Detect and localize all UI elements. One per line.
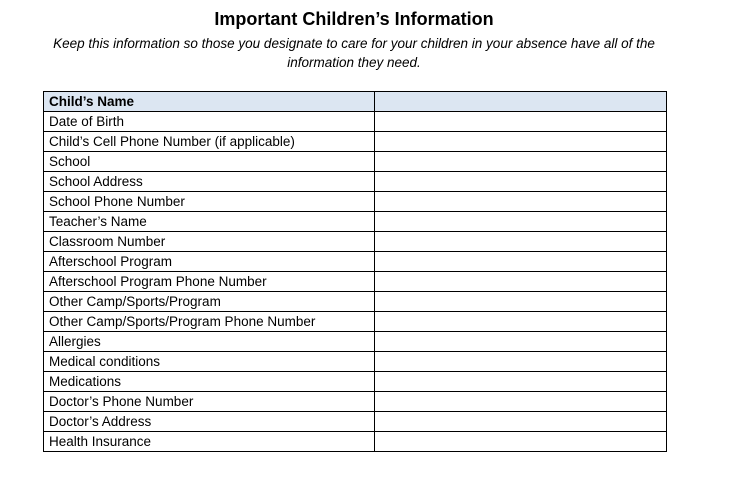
children-info-table bbox=[43, 91, 667, 452]
table-row bbox=[44, 292, 667, 312]
field-value-cell[interactable] bbox=[375, 352, 667, 372]
field-value-childs-name[interactable] bbox=[375, 92, 667, 112]
table-row bbox=[44, 112, 667, 132]
field-label: Afterschool Program bbox=[44, 252, 375, 272]
field-value-cell[interactable] bbox=[375, 212, 667, 232]
document-title: Important Children’s Information bbox=[214, 9, 494, 29]
field-value-cell[interactable] bbox=[375, 372, 667, 392]
table-row bbox=[44, 192, 667, 212]
field-value-cell[interactable] bbox=[375, 272, 667, 292]
table-row bbox=[44, 392, 667, 412]
table-row bbox=[44, 272, 667, 292]
table-row bbox=[44, 172, 667, 192]
table-row bbox=[44, 212, 667, 232]
table-row bbox=[44, 372, 667, 392]
field-value-cell[interactable] bbox=[375, 172, 667, 192]
table-row bbox=[44, 332, 667, 352]
field-value-cell[interactable] bbox=[375, 292, 667, 312]
field-label: School Address bbox=[44, 172, 375, 192]
field-value-cell[interactable] bbox=[375, 432, 667, 452]
field-label: Doctor’s Address bbox=[44, 412, 375, 432]
field-value-cell[interactable] bbox=[375, 152, 667, 172]
field-label: Medications bbox=[44, 372, 375, 392]
field-label: Other Camp/Sports/Program bbox=[44, 292, 375, 312]
table-header-row bbox=[44, 92, 667, 112]
field-value-cell[interactable] bbox=[375, 252, 667, 272]
field-value-cell[interactable] bbox=[375, 412, 667, 432]
field-label: School Phone Number bbox=[44, 192, 375, 212]
field-label: School bbox=[44, 152, 375, 172]
field-value-cell[interactable] bbox=[375, 192, 667, 212]
field-label: Teacher’s Name bbox=[44, 212, 375, 232]
table-row bbox=[44, 232, 667, 252]
field-label: Classroom Number bbox=[44, 232, 375, 252]
field-value-cell[interactable] bbox=[375, 132, 667, 152]
table-row bbox=[44, 432, 667, 452]
table-row bbox=[44, 352, 667, 372]
field-value-cell[interactable] bbox=[375, 392, 667, 412]
field-label: Medical conditions bbox=[44, 352, 375, 372]
document-subtitle: Keep this information so those you designate to care for your children in your absence have all of the information they need. bbox=[53, 36, 655, 70]
table-row bbox=[44, 132, 667, 152]
field-label: Other Camp/Sports/Program Phone Number bbox=[44, 312, 375, 332]
field-value-cell[interactable] bbox=[375, 112, 667, 132]
field-label: Date of Birth bbox=[44, 112, 375, 132]
field-value-cell[interactable] bbox=[375, 312, 667, 332]
field-label: Child’s Cell Phone Number (if applicable) bbox=[44, 132, 375, 152]
table-row bbox=[44, 152, 667, 172]
table-row bbox=[44, 252, 667, 272]
field-label-childs-name: Child’s Name bbox=[44, 92, 375, 112]
field-label: Allergies bbox=[44, 332, 375, 352]
field-value-cell[interactable] bbox=[375, 232, 667, 252]
field-label: Health Insurance bbox=[44, 432, 375, 452]
table-row bbox=[44, 412, 667, 432]
table-row bbox=[44, 312, 667, 332]
field-value-cell[interactable] bbox=[375, 332, 667, 352]
field-label: Afterschool Program Phone Number bbox=[44, 272, 375, 292]
field-label: Doctor’s Phone Number bbox=[44, 392, 375, 412]
